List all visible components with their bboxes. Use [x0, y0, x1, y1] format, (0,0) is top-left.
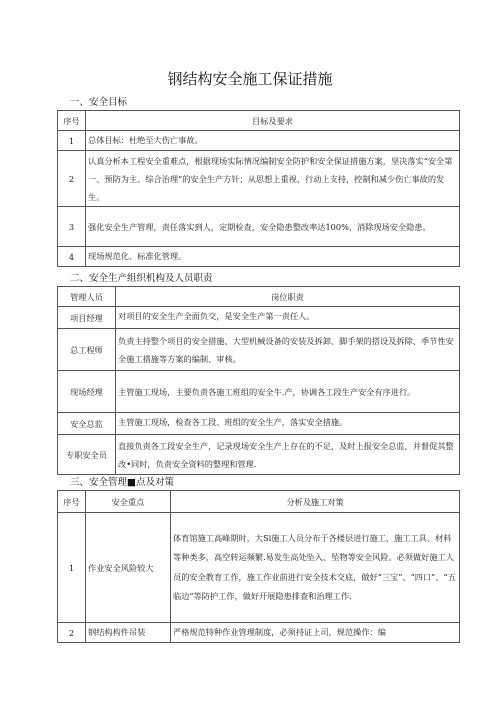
section1-heading: 一、安全目标 [70, 97, 128, 108]
table-header-row [58, 491, 460, 513]
table-row [58, 247, 460, 267]
role-cell: 现场经理 [58, 371, 116, 413]
row-number: 3 [58, 207, 86, 247]
duty-cell: 主管施工现场，检查各工段、班组的安全生产，落实安全措施。 [116, 413, 460, 435]
row-number: 1 [58, 131, 86, 151]
safety-key-points-table [57, 490, 460, 643]
row-text: 强化安全生产管理，责任落实到人，定期检查，安全隐患整改率达100%，消除现场安全隐患。 [86, 207, 460, 247]
table-row [58, 435, 460, 475]
table-row [58, 307, 460, 329]
duty-cell: 直接负责各工段安全生产，记录现场安全生产上存在的不足，及时上报安全总监，并督促其整改•同时，负责安全资料的整理和管理. [116, 435, 460, 475]
measure-cell: 严格规范特种作业管理制度，必须持证上司，规范操作：编 [171, 623, 460, 643]
row-number: 1 [58, 513, 86, 623]
table-row [58, 151, 460, 207]
responsibilities-table [57, 286, 460, 475]
duty-cell: 负责主持整个项目的安全措施、大型机械设备的安装及拆卸、脚手架的搭设及拆除、季节性安全施工措施等方案的编制、审核。 [116, 329, 460, 371]
table-row [58, 207, 460, 247]
row-number: 4 [58, 247, 86, 267]
measure-cell: 体育馆施工高峰期时，大Si施工人员分布于各楼层进行施工，施工工具、材料等种类多，高空转运频繁.易发生高处坠入、坠物等安全风险。必须做好施工人员的安全教育工作，施工作业前进行安全技术交底，做好“三宝”、“四口”、“五临边”等防护工作，做好开展隐患排查和治理工作. [171, 513, 460, 623]
role-cell: 专职安全员 [58, 435, 116, 475]
role-cell: 项目经理 [58, 307, 116, 329]
document-title: 钢结构安全施工保证措施 [167, 70, 333, 88]
column-header-goal: 目标及要求 [86, 111, 460, 131]
key-point-cell: 作业安全风险较大 [86, 513, 171, 623]
table-row [58, 371, 460, 413]
safety-goals-table [57, 110, 460, 267]
role-cell: 总工程师 [58, 329, 116, 371]
column-header-key-point: 安全重点 [86, 491, 171, 513]
table-row [58, 131, 460, 151]
column-header-role: 管理人员 [58, 287, 116, 307]
column-header-no: 序号 [58, 111, 86, 131]
duty-cell: 主管施工现场，主要负责各施工班组的安全牛.产，协调各工段生产安全有序进行。 [116, 371, 460, 413]
row-text: 认真分析本工程安全重难点，根据现场实际情况编制安全防护和安全保证措施方案，坚决落实“安全第一、预防为主、综合治理”的安全生产方针；从思想上重视，行动上支持，控制和减少伤亡事故的发生。 [86, 151, 460, 207]
role-cell: 安全总监 [58, 413, 116, 435]
section3-heading: 三、安全管理■点及对策 [70, 477, 174, 488]
row-text: 现场规范化、标准化管理。 [86, 247, 460, 267]
column-header-duty: 岗位职责 [116, 287, 460, 307]
duty-cell: 对项目的安全生产全面负交，是安全生产第一责任人。 [116, 307, 460, 329]
row-text: 总体目标：杜绝至大伤亡事故。 [86, 131, 460, 151]
table-row [58, 513, 460, 623]
table-header-row [58, 287, 460, 307]
column-header-measure: 分析及施工对策 [171, 491, 460, 513]
row-number: 2 [58, 623, 86, 643]
key-point-cell: 钢结构构件吊装 [86, 623, 171, 643]
column-header-no: 序号 [58, 491, 86, 513]
table-row [58, 413, 460, 435]
table-row [58, 329, 460, 371]
table-header-row [58, 111, 460, 131]
section2-heading: 二、安全生产组织机构及人员职责 [70, 273, 213, 284]
row-number: 2 [58, 151, 86, 207]
table-row [58, 623, 460, 643]
